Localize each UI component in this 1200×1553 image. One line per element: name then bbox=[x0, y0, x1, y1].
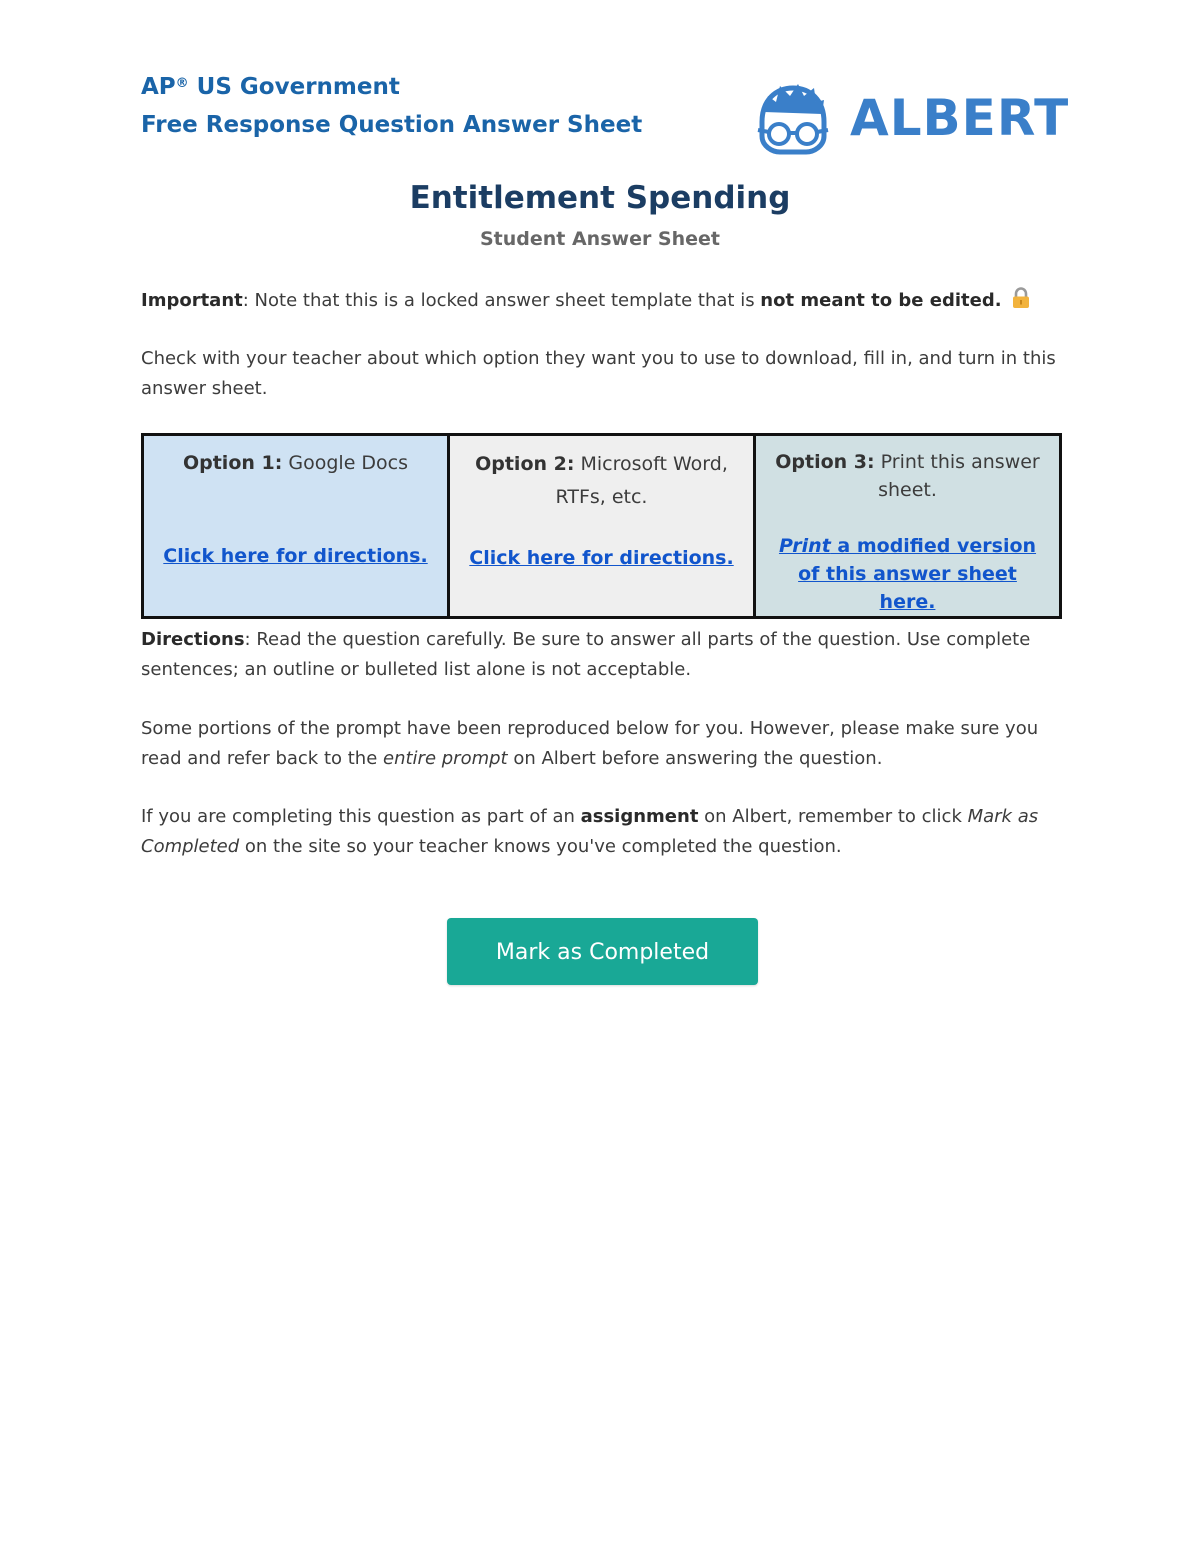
registered-mark: ® bbox=[175, 76, 189, 91]
option-2-cell bbox=[449, 435, 755, 618]
option-3-label: Option 3: bbox=[775, 451, 875, 473]
not-editable-emphasis: not meant to be edited. bbox=[760, 290, 1002, 311]
option-1-name: Google Docs bbox=[282, 452, 409, 474]
option-2-name: Microsoft Word, RTFs, etc. bbox=[555, 453, 728, 508]
page-subtitle: Student Answer Sheet bbox=[479, 228, 721, 250]
option-1-directions-link[interactable]: Click here for directions. bbox=[163, 545, 428, 567]
mark-as-completed-button[interactable]: Mark as Completed bbox=[447, 918, 758, 985]
lock-icon bbox=[1011, 287, 1031, 309]
option-1-label: Option 1: bbox=[182, 452, 283, 474]
page-title: Entitlement Spending bbox=[409, 180, 791, 216]
option-2-directions-link[interactable]: Click here for directions. bbox=[469, 547, 734, 569]
sheet-type-title: Free Response Question Answer Sheet bbox=[141, 112, 643, 138]
option-2-label: Option 2: bbox=[475, 453, 575, 475]
albert-mascot-icon bbox=[754, 82, 832, 156]
option-3-cell bbox=[755, 435, 1061, 618]
prompt-portions-text: Some portions of the prompt have been reproduced below for you. However, please make sure you read and refer back to the entire prompt on Albert before answering the question. bbox=[141, 718, 1039, 769]
directions-label: Directions bbox=[141, 629, 245, 650]
option-3-print-link[interactable]: Print a modified version of this answer sheet here. bbox=[778, 535, 1037, 613]
important-note: Important: Note that this is a locked answer sheet template that is not meant to be edited. bbox=[141, 286, 1061, 316]
options-table bbox=[141, 433, 1062, 619]
important-label: Important bbox=[141, 290, 243, 311]
option-1-cell bbox=[143, 435, 449, 618]
directions-text: Directions: Read the question carefully. Be sure to answer all parts of the question. Use complete sentences; an outline or bulleted list alone is not acceptable. bbox=[141, 629, 1031, 680]
course-title: AP® US Government bbox=[141, 74, 400, 100]
albert-logo bbox=[754, 82, 1070, 156]
albert-wordmark: ALBERT bbox=[850, 89, 1070, 147]
check-with-teacher-text: Check with your teacher about which option they want you to use to download, fill in, and turn in this answer sheet. bbox=[141, 348, 1056, 399]
option-3-name: Print this answer sheet. bbox=[874, 451, 1040, 501]
assignment-instructions-text: If you are completing this question as part of an assignment on Albert, remember to click Mark as Completed on the site so your teacher knows you've completed the question. bbox=[141, 806, 1039, 857]
